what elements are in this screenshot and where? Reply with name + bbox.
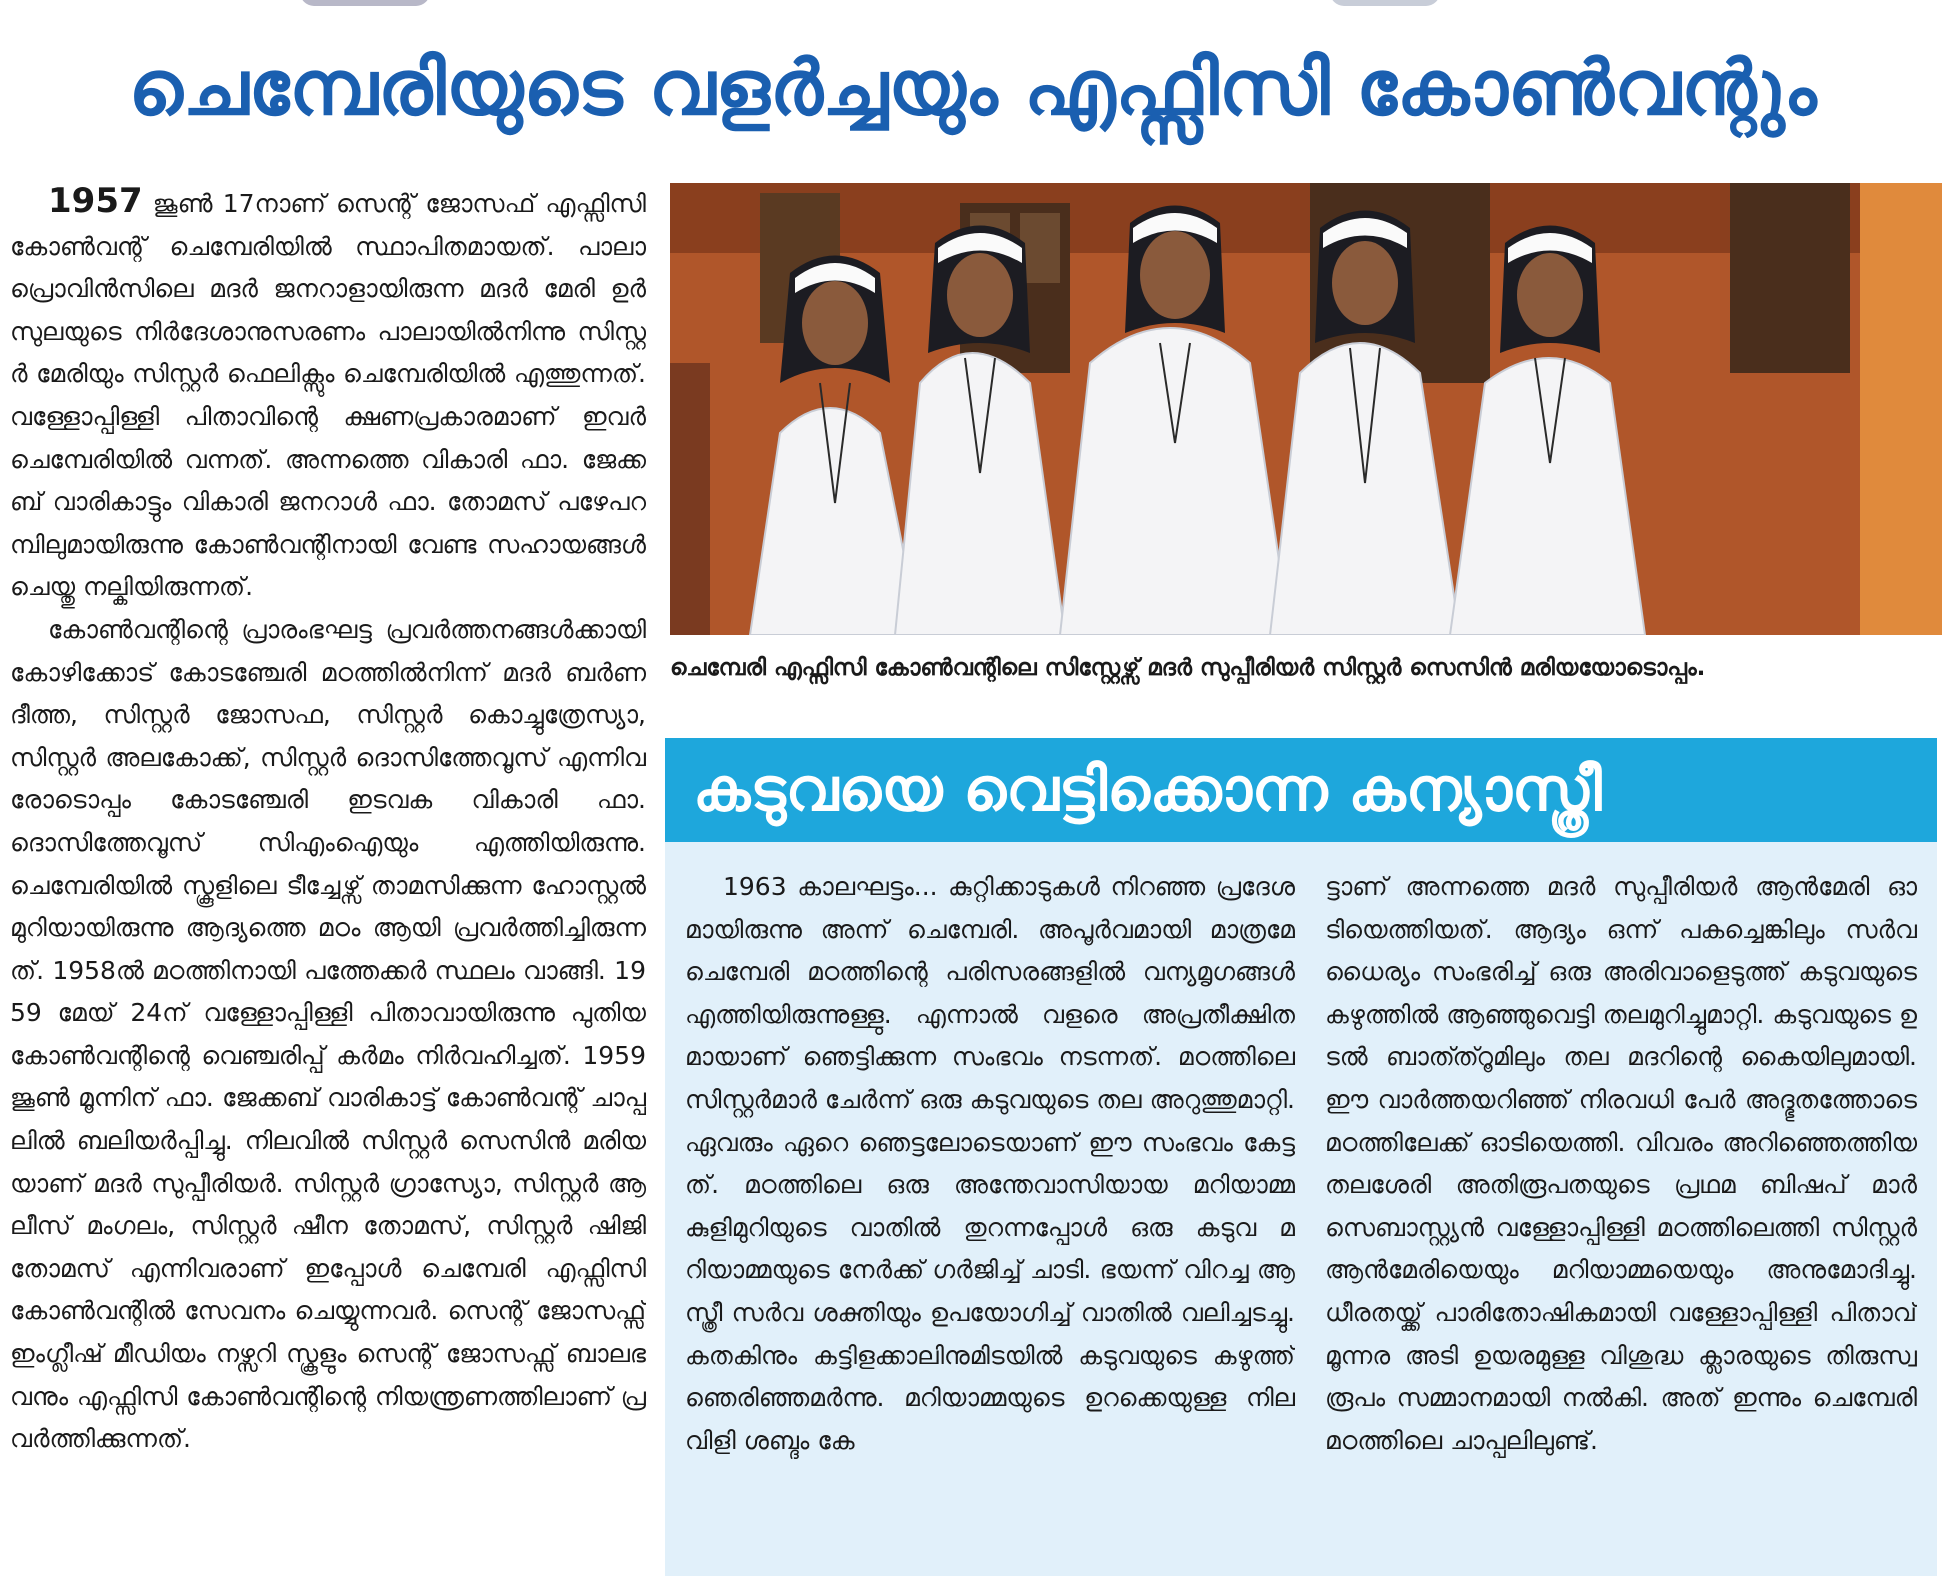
sidebar-column-1 (685, 866, 1295, 1566)
main-article (10, 180, 646, 1570)
page-headline: ചെമ്പേരിയുടെ വളർച്ചയും എഫ്സിസി കോൺവന്റും (128, 43, 1817, 132)
photo-illustration (670, 183, 1942, 635)
main-article-paragraph-2: കോൺവന്റിന്റെ പ്രാരംഭഘട്ട പ്രവർത്തനങ്ങൾക്കായി കോഴിക്കോട് കോടഞ്ചേരി മഠത്തിൽനിന്ന് മദർ ബർണദീത്ത, സിസ്റ്റർ ജോസഫ, സിസ്റ്റർ കൊച്ചുത്രേസ്യാ, സിസ്റ്റർ അലകോക്ക്, സിസ്റ്റർ ദൊസിത്തേവൂസ് എന്നിവരോടൊപ്പം കോടഞ്ചേരി ഇടവക വികാരി ഫാ. ദൊസിത്തേവൂസ് സിഎംഐയും എത്തിയിരുന്നു. ചെമ്പേരിയിൽ സ്കൂളിലെ ടീച്ചേഴ്സ് താമസിക്കുന്ന ഹോസ്റ്റൽ മുറിയായിരുന്നു ആദ്യത്തെ മഠം ആയി പ്രവർത്തിച്ചിരുന്നത്. 1958ൽ മഠത്തിനായി പത്തേക്കർ സ്ഥലം വാങ്ങി. 1959 മേയ് 24ന് വള്ളോപ്പിള്ളി പിതാവായിരുന്നു പുതിയ കോൺവന്റിന്റെ വെഞ്ചരിപ്പ് കർമം നിർവഹിച്ചത്. 1959 ജൂൺ മൂന്നിന് ഫാ. ജേക്കബ് വാരികാട്ട് കോൺവന്റ് ചാപ്പലിൽ ബലിയർപ്പിച്ചു. നിലവിൽ സിസ്റ്റർ സെസിൻ മരിയയാണ് മദർ സുപ്പീരിയർ. സിസ്റ്റർ ഗ്രാസ്യോ, സിസ്റ്റർ ആലീസ് മംഗലം, സിസ്റ്റർ ഷീന തോമസ്, സിസ്റ്റർ ഷിജി തോമസ് എന്നിവരാണ് ഇപ്പോൾ ചെമ്പേരി എഫ്സിസി കോൺവന്റിൽ സേവനം ചെയ്യുന്നവർ. സെന്റ് ജോസഫ്സ് ഇംഗ്ലീഷ് മീഡിയം നഴ്സറി സ്കൂളും സെന്റ് ജോസഫ്സ് ബാലഭവനും എഫ്സിസി കോൺവന്റിന്റെ നിയന്ത്രണത്തിലാണ് പ്രവർത്തിക്കുന്നത്. (10, 614, 646, 1454)
sidebar-column-1-text: 1963 കാലഘട്ടം... കുറ്റിക്കാടുകൾ നിറഞ്ഞ പ്രദേശമായിരുന്നു അന്ന് ചെമ്പേരി. അപൂർവമായി മാത്രമേ ചെമ്പേരി മഠത്തിന്റെ പരിസരങ്ങളിൽ വന്യമൃഗങ്ങൾ എത്തിയിരുന്നുള്ളു. എന്നാൽ വളരെ അപ്രതീക്ഷിതമായാണ് ഞെട്ടിക്കുന്ന സംഭവം നടന്നത്. മഠത്തിലെ സിസ്റ്റർമാർ ചേർന്ന് ഒരു കടുവയുടെ തല അറുത്തുമാറ്റി. ഏവരും ഏറെ ഞെട്ടലോടെയാണ് ഈ സംഭവം കേട്ടത്. മഠത്തിലെ ഒരു അന്തേവാസിയായ മറിയാമ്മ കുളിമുറിയുടെ വാതിൽ തുറന്നപ്പോൾ ഒരു കടുവ മറിയാമ്മയുടെ നേർക്ക് ഗർജിച്ച് ചാടി. ഭയന്ന് വിറച്ച ആ സ്ത്രീ സർവ ശക്തിയും ഉപയോഗിച്ച് വാതിൽ വലിച്ചടച്ചു. കതകിനും കട്ടിളക്കാലിനുമിടയിൽ കടുവയുടെ കഴുത്ത് ഞെരിഞ്ഞമർന്നു. മറിയാമ്മയുടെ ഉറക്കെയുള്ള നിലവിളി ശബ്ദം കേ (685, 872, 1295, 1455)
main-article-paragraph-1-text: ജൂൺ 17നാണ് സെന്റ് ജോസഫ് എഫ്സിസി കോൺവന്റ് ചെമ്പേരിയിൽ സ്ഥാപിതമായത്. പാലാ പ്രൊവിൻസിലെ മദർ ജനറാളായിരുന്ന മദർ മേരി ഉർസുലയുടെ നിർദേശാനുസരണം പാലായിൽനിന്നു സിസ്റ്റർ മേരിയും സിസ്റ്റർ ഫെലിക്സും ചെമ്പേരിയിൽ എത്തുന്നത്. വള്ളോപ്പിള്ളി പിതാവിന്റെ ക്ഷണപ്രകാരമാണ് ഇവർ ചെമ്പേരിയിൽ വന്നത്. അന്നത്തെ വികാരി ഫാ. ജേക്കബ് വാരികാട്ടും വികാരി ജനറാൾ ഫാ. തോമസ് പഴേപറമ്പിലുമായിരുന്നു കോൺവന്റിനായി വേണ്ട സഹായങ്ങൾ ചെയ്തു നല്കിയിരുന്നത്. (10, 189, 646, 602)
sisters-group-photo (670, 183, 1942, 635)
main-article-paragraph-1 (10, 180, 646, 609)
photo-caption: ചെമ്പേരി എഫ്സിസി കോൺവന്റിലെ സിസ്റ്റേഴ്സ് മദർ സുപ്പീരിയർ സിസ്റ്റർ സെസിൻ മരിയയോടൊപ്പം. (670, 655, 1706, 681)
sidebar-heading: കടുവയെ വെട്ടിക്കൊന്ന കന്യാസ്ത്രീ (665, 738, 1937, 842)
top-image-fragment-right (1330, 0, 1440, 6)
sidebar-column-2 (1325, 866, 1917, 1566)
top-image-fragment-left (300, 0, 430, 6)
sidebar-story (665, 738, 1937, 1576)
sidebar-column-2-text: ട്ടാണ് അന്നത്തെ മദർ സുപ്പീരിയർ ആൻമേരി ഓടിയെത്തിയത്. ആദ്യം ഒന്ന് പകച്ചെങ്കിലും സർവധൈര്യം സംഭരിച്ച് ഒരു അരിവാളെടുത്ത് കടുവയുടെ കഴുത്തിൽ ആഞ്ഞുവെട്ടി തലമുറിച്ചുമാറ്റി. കടുവയുടെ ഉടൽ ബാത്ത്റൂമിലും തല മദറിന്റെ കൈയിലുമായി. ഈ വാർത്തയറിഞ്ഞ് നിരവധി പേർ അദ്ഭുതത്തോടെ മഠത്തിലേക്ക് ഓടിയെത്തി. വിവരം അറിഞ്ഞെത്തിയ തലശേരി അതിരൂപതയുടെ പ്രഥമ ബിഷപ് മാർ സെബാസ്റ്റ്യൻ വള്ളോപ്പിള്ളി മഠത്തിലെത്തി സിസ്റ്റർ ആൻമേരിയെയും മറിയാമ്മയെയും അനുമോദിച്ചു. ധീരതയ്ക്ക് പാരിതോഷികമായി വള്ളോപ്പിള്ളി പിതാവ് മൂന്നര അടി ഉയരമുള്ള വിശുദ്ധ ക്ലാരയുടെ തിരുസ്വരൂപം സമ്മാനമായി നൽകി. അത് ഇന്നും ചെമ്പേരി മഠത്തിലെ ചാപ്പലിലുണ്ട്. (1325, 872, 1917, 1455)
article-year: 1957 (48, 181, 143, 221)
